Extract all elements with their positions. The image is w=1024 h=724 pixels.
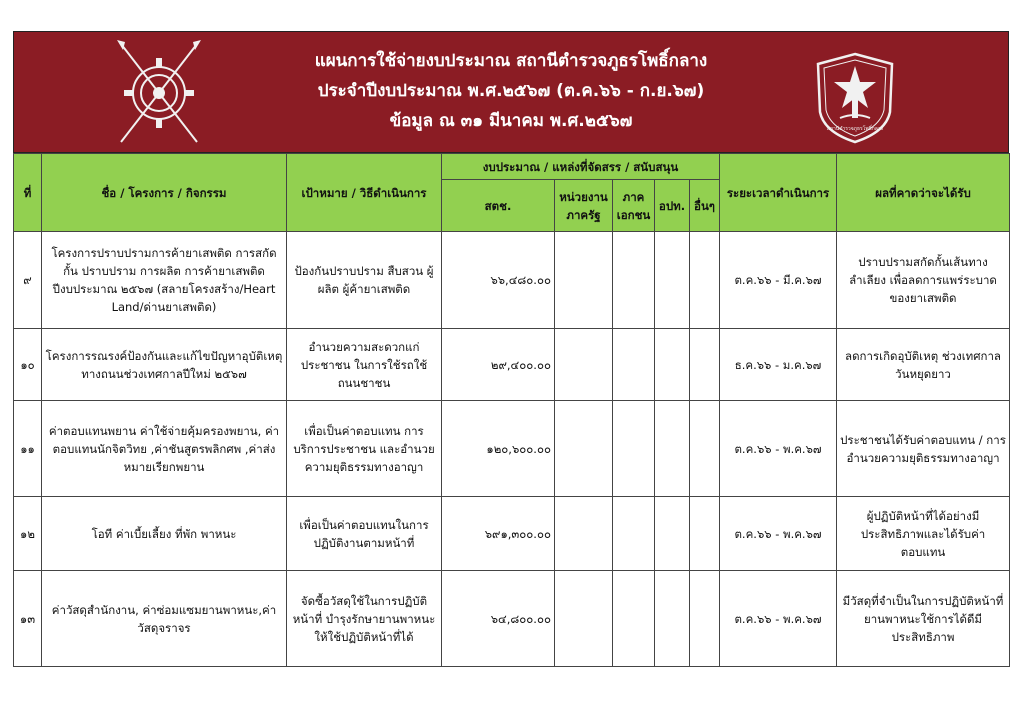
- budget-plan-table: [13, 153, 1010, 667]
- row-gov: [555, 232, 613, 329]
- row-local: [655, 232, 690, 329]
- plan-title: แผนการใช้จ่ายงบประมาณ สถานีตำรวจภูธรโพธิ์กลาง: [314, 51, 708, 71]
- row-local: [655, 401, 690, 497]
- row-period: ต.ค.๖๖ - มี.ค.๖๗: [720, 232, 837, 329]
- table-row: [14, 232, 1010, 329]
- row-gov: [555, 401, 613, 497]
- header-other: อื่นๆ: [690, 180, 720, 232]
- row-no: ๑๑: [14, 401, 42, 497]
- row-local: [655, 571, 690, 667]
- row-name: โครงการรณรงค์ป้องกันและแก้ไขปัญหาอุบัติเหตุทางถนนช่วงเทศกาลปีใหม่ ๒๕๖๗: [42, 329, 287, 401]
- row-no: ๑๓: [14, 571, 42, 667]
- row-name: โครงการปราบปรามการค้ายาเสพติด การสกัดกั้น ปราบปราม การผลิต การค้ายาเสพติด ปีงบประมาณ ๒๕๖๗ (สลายโครงสร้าง/Heart Land/ด่านยาเสพติด): [42, 232, 287, 329]
- header-result: ผลที่คาดว่าจะได้รับ: [837, 154, 1010, 232]
- row-name: ค่าวัสดุสำนักงาน, ค่าซ่อมแซมยานพาหนะ,ค่าวัสดุจราจร: [42, 571, 287, 667]
- row-gov: [555, 329, 613, 401]
- header-period: ระยะเวลาดำเนินการ: [720, 154, 837, 232]
- header-private: ภาคเอกชน: [613, 180, 655, 232]
- row-no: ๑๒: [14, 497, 42, 571]
- header-local: อปท.: [655, 180, 690, 232]
- row-period: ต.ค.๖๖ - พ.ค.๖๗: [720, 497, 837, 571]
- row-gov: [555, 571, 613, 667]
- table-row: [14, 497, 1010, 571]
- row-other: [690, 401, 720, 497]
- table-row: [14, 571, 1010, 667]
- row-result: ลดการเกิดอุบัติเหตุ ช่วงเทศกาลวันหยุดยาว: [837, 329, 1010, 401]
- row-budget: ๒๙,๔๐๐.๐๐: [442, 329, 555, 401]
- row-local: [655, 497, 690, 571]
- row-goal: เพื่อเป็นค่าตอบแทน การบริการประชาชน และอำนวยความยุติธรรมทางอาญา: [287, 401, 442, 497]
- row-period: ธ.ค.๖๖ - ม.ค.๖๗: [720, 329, 837, 401]
- row-budget: ๖๔,๘๐๐.๐๐: [442, 571, 555, 667]
- row-goal: ป้องกันปราบปราม สืบสวน ผู้ผลิต ผู้ค้ายาเสพติด: [287, 232, 442, 329]
- header-no: ที่: [14, 154, 42, 232]
- row-goal: อำนวยความสะดวกแก่ประชาชน ในการใช้รถใช้ถนนชาชน: [287, 329, 442, 401]
- row-other: [690, 329, 720, 401]
- row-period: ต.ค.๖๖ - พ.ค.๖๗: [720, 571, 837, 667]
- row-other: [690, 571, 720, 667]
- row-budget: ๖๙๑,๓๐๐.๐๐: [442, 497, 555, 571]
- data-date-subtitle: ข้อมูล ณ ๓๑ มีนาคม พ.ศ.๒๕๖๗: [389, 111, 633, 131]
- row-budget: ๖๖,๔๘๐.๐๐: [442, 232, 555, 329]
- table-row: [14, 401, 1010, 497]
- header-banner: [13, 31, 1009, 153]
- row-budget: ๑๒๐,๖๐๐.๐๐: [442, 401, 555, 497]
- row-private: [613, 232, 655, 329]
- row-gov: [555, 497, 613, 571]
- header-gov: หน่วยงานภาครัฐ: [555, 180, 613, 232]
- row-name: โอที ค่าเบี้ยเลี้ยง ที่พัก พาหนะ: [42, 497, 287, 571]
- header-goal: เป้าหมาย / วิธีดำเนินการ: [287, 154, 442, 232]
- seal-text: สถานีตำรวจภูธรโพธิ์กลาง: [826, 126, 884, 132]
- header-budget-group: งบประมาณ / แหล่งที่จัดสรร / สนับสนุน: [442, 154, 720, 180]
- row-private: [613, 401, 655, 497]
- row-result: ปราบปรามสกัดกั้นเส้นทางลำเลียง เพื่อลดการแพร่ระบาดของยาเสพติด: [837, 232, 1010, 329]
- row-other: [690, 232, 720, 329]
- fiscal-year-subtitle: ประจำปีงบประมาณ พ.ศ.๒๕๖๗ (ต.ค.๖๖ - ก.ย.๖๗): [317, 81, 705, 101]
- row-private: [613, 329, 655, 401]
- header-soc: สตช.: [442, 180, 555, 232]
- row-goal: เพื่อเป็นค่าตอบแทนในการปฏิบัติงานตามหน้าที่: [287, 497, 442, 571]
- row-goal: จัดซื้อวัสดุใช้ในการปฏิบัติหน้าที่ บำรุงรักษายานพาหนะให้ใช้ปฏิบัติหน้าที่ได้: [287, 571, 442, 667]
- row-result: มีวัสดุที่จำเป็นในการปฏิบัติหน้าที่ ยานพาหนะใช้การได้ดีมีประสิทธิภาพ: [837, 571, 1010, 667]
- row-local: [655, 329, 690, 401]
- row-private: [613, 497, 655, 571]
- row-private: [613, 571, 655, 667]
- row-other: [690, 497, 720, 571]
- row-result: ประชาชนได้รับค่าตอบแทน / การอำนวยความยุติธรรมทางอาญา: [837, 401, 1010, 497]
- station-seal-icon: [814, 52, 896, 144]
- header-name: ชื่อ / โครงการ / กิจกรรม: [42, 154, 287, 232]
- row-name: ค่าตอบแทนพยาน ค่าใช้จ่ายคุ้มครองพยาน, ค่าตอบแทนนักจิตวิทย ,ค่าชันสูตรพลิกศพ ,ค่าส่งหมายเรียกพยาน: [42, 401, 287, 497]
- row-no: ๙: [14, 232, 42, 329]
- row-period: ต.ค.๖๖ - พ.ค.๖๗: [720, 401, 837, 497]
- row-result: ผู้ปฏิบัติหน้าที่ได้อย่างมีประสิทธิภาพและได้รับค่าตอบแทน: [837, 497, 1010, 571]
- table-row: [14, 329, 1010, 401]
- row-no: ๑๐: [14, 329, 42, 401]
